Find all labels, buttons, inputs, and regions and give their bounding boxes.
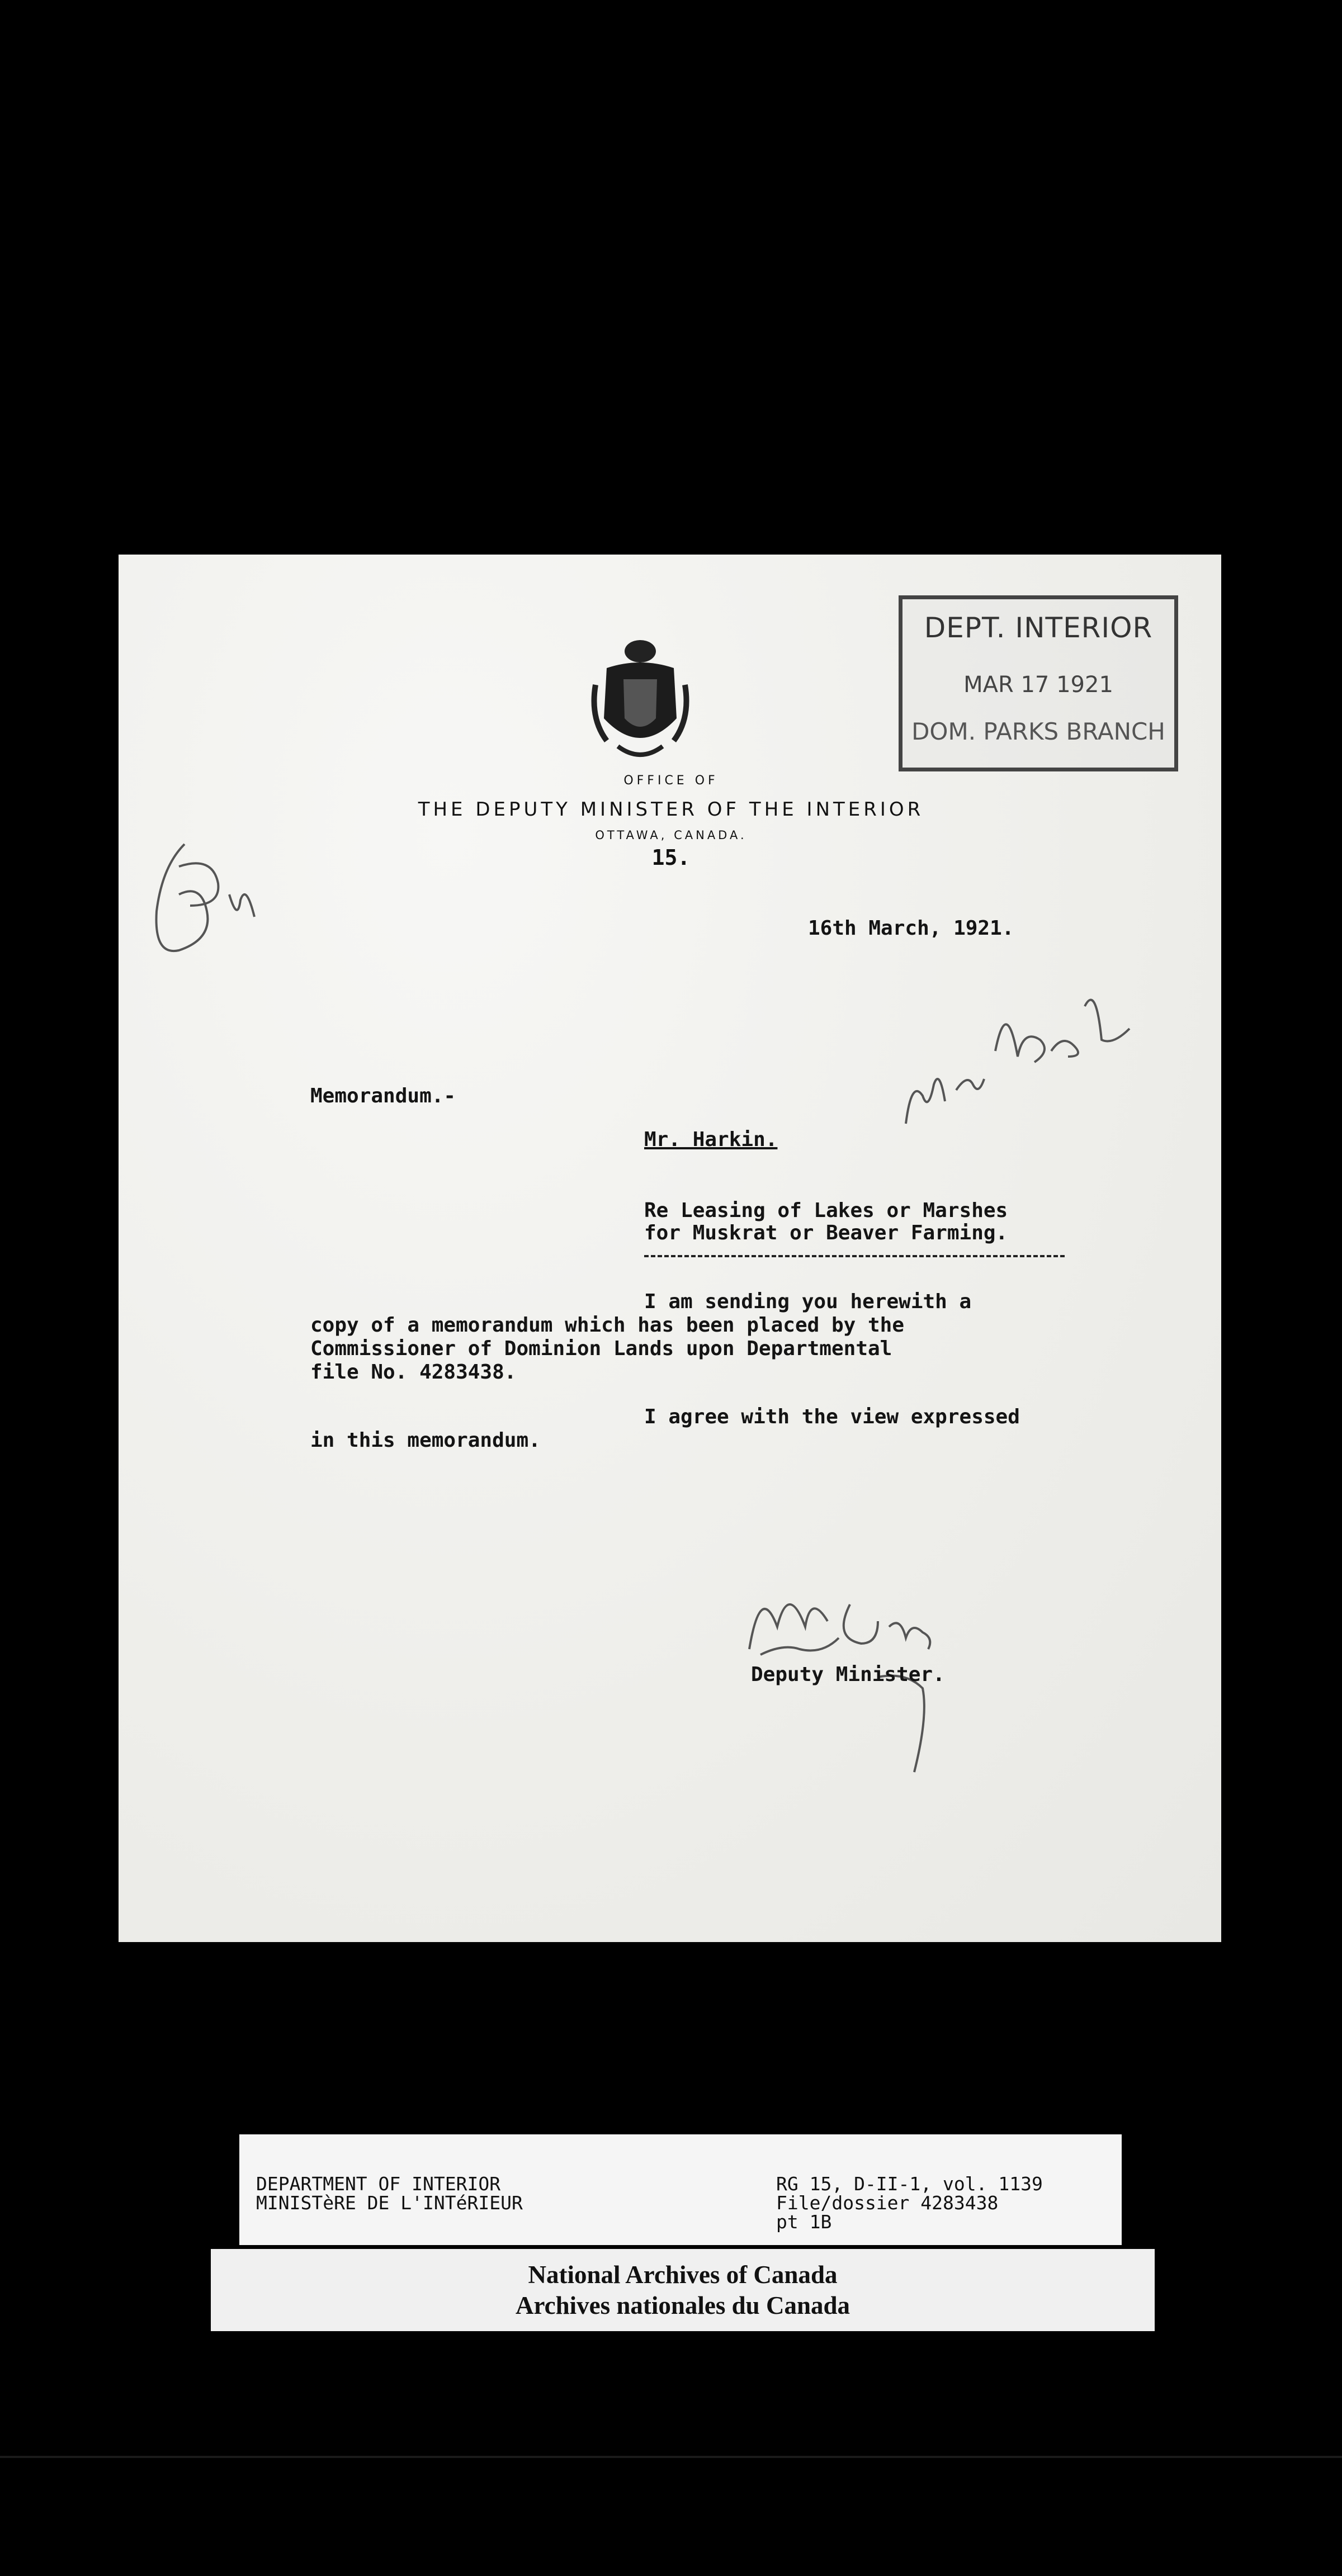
letterhead-office-of: OFFICE OF [623,774,719,788]
stamp-dept: DEPT. INTERIOR [924,612,1153,644]
letterhead-title: THE DEPUTY MINISTER OF THE INTERIOR [418,798,924,821]
para1-line1: I am sending you herewith a [644,1290,972,1313]
memo-heading: Memorandum.- [310,1085,456,1107]
letterhead-location: OTTAWA, CANADA. [595,828,747,842]
banner-line-fr: Archives nationales du Canada [515,2291,850,2319]
margin-note-handwriting [145,833,280,978]
memo-addressee: Mr. Harkin. [644,1128,778,1151]
handwritten-note-mr-lloyd [900,973,1141,1129]
label-dept-en: DEPARTMENT OF INTERIOR [256,2173,501,2195]
received-stamp [899,595,1178,771]
memo-subject-line1: Re Leasing of Lakes or Marshes [644,1199,1008,1222]
para2-line1: I agree with the view expressed [644,1405,1020,1428]
subject-underline [644,1255,1065,1257]
coat-of-arms-icon [584,634,696,769]
label-ref-line2: File/dossier 4283438 [776,2192,999,2214]
signature-title: Deputy Minister. [751,1663,945,1686]
banner-line-en: National Archives of Canada [528,2261,838,2289]
film-edge-divider [0,2456,1342,2458]
letterhead-number: 15. [651,845,691,870]
label-ref-line3: pt 1B [776,2211,832,2233]
label-dept-fr: MINISTèRE DE L'INTéRIEUR [256,2192,523,2214]
stamp-branch: DOM. PARKS BRANCH [911,718,1165,745]
para1-line3: Commissioner of Dominion Lands upon Departmental [310,1337,892,1360]
archive-reference-label [239,2134,1122,2245]
archive-banner [211,2249,1155,2331]
memo-date: 16th March, 1921. [808,917,1014,940]
stamp-date: MAR 17 1921 [963,672,1113,698]
para1-line2: copy of a memorandum which has been placed by the [310,1314,905,1337]
memo-subject-line2: for Muskrat or Beaver Farming. [644,1221,1008,1244]
para2-line2: in this memorandum. [310,1429,541,1452]
para1-line4: file No. 4283438. [310,1361,517,1384]
label-ref-line1: RG 15, D-II-1, vol. 1139 [776,2173,1043,2195]
